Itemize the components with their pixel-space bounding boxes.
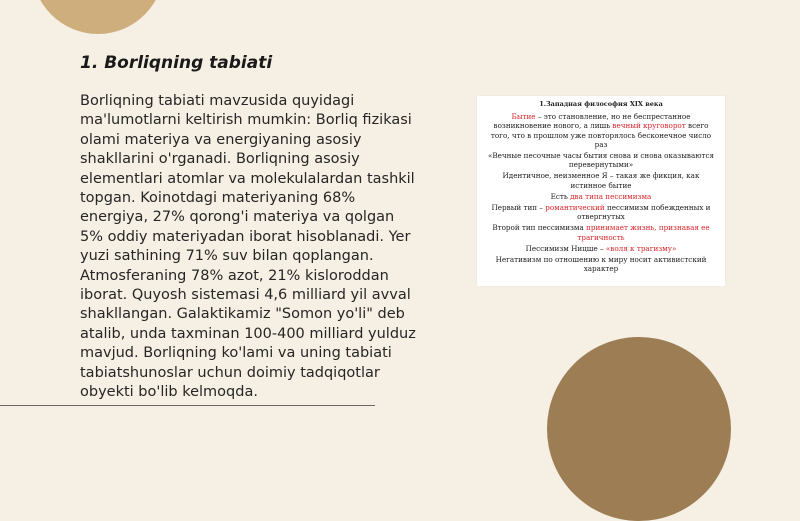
divider-line bbox=[0, 405, 375, 406]
embedded-slide-text-span: Негативизм по отношению к миру носит активистский характер bbox=[495, 255, 707, 274]
embedded-slide-line bbox=[487, 223, 715, 241]
embedded-slide-text-span: «воля к трагизму» bbox=[605, 243, 677, 253]
embedded-slide-text-span: принимает жизнь, признавая ее трагичность bbox=[577, 223, 710, 242]
embedded-slide-text-span: Второй тип пессимизма bbox=[492, 223, 587, 233]
embedded-slide-text-span: романтический bbox=[545, 203, 605, 213]
embedded-slide-text-span: два типа пессимизма bbox=[570, 191, 652, 201]
embedded-slide-text-span: – это становление, но не беспрестанное возникновение нового, а лишь bbox=[493, 112, 691, 131]
embedded-slide-text-span: всего того, что в прошлом уже повторялось бесконечное число раз bbox=[490, 121, 712, 149]
embedded-slide-lines bbox=[487, 112, 715, 273]
embedded-slide-line bbox=[487, 112, 715, 149]
embedded-slide-image bbox=[477, 96, 725, 286]
embedded-slide-text-span: «Вечные песочные часы бытия снова и снова оказываются перевернутыми» bbox=[487, 151, 715, 170]
embedded-slide-text-span: Идентичное, неизменное Я – такая же фикция, как истинное бытие bbox=[502, 171, 700, 190]
embedded-slide-text-span: Первый тип – bbox=[491, 203, 546, 213]
embedded-slide-line bbox=[487, 255, 715, 273]
embedded-slide-line bbox=[487, 192, 715, 201]
embedded-slide-text-span: вечный круговорот bbox=[612, 121, 686, 131]
embedded-slide-line bbox=[487, 203, 715, 221]
embedded-slide-line bbox=[487, 171, 715, 189]
slide-body-text: Borliqning tabiati mavzusida quyidagi ma'lumotlarni keltirish mumkin: Borliq fizikasi olami materiya va energiyaning asosiy shakllarini o'rganadi. Borliqning asosiy elementlari atomlar va molekulalardan tashkil topgan. Koinotdagi materiyaning 68% energiya, 27% qorong'i materiya va qolgan 5% oddiy materiyadan iborat hisoblanadi. Yer yuzi sathining 71% suv bilan qoplangan. Atmosferaning 78% azot, 21% kisloroddan iborat. Quyosh sistemasi 4,6 milliard yil avval shakllangan. Galaktikamiz "Somon yo'li" deb atalib, unda taxminan 100-400 milliard yulduz mavjud. Borliqning ko'lami va uning tabiati tabiatshunoslar uchun doimiy tadqiqotlar obyekti bo'lib kelmoqda. bbox=[80, 93, 416, 401]
embedded-slide-text-span: пессимизм побежденных и отвергнутых bbox=[577, 203, 711, 222]
decorative-circle-bottom bbox=[547, 337, 731, 521]
embedded-slide-text-span: Есть bbox=[550, 191, 571, 201]
embedded-slide-line bbox=[487, 151, 715, 169]
embedded-slide-line bbox=[487, 244, 715, 253]
decorative-circle-top bbox=[32, 0, 164, 34]
embedded-slide-heading: 1.Западная философия XIX века bbox=[539, 100, 663, 108]
slide-title: 1. Borliqning tabiati bbox=[80, 53, 273, 73]
embedded-slide-text-span: Пессимизм Ницше – bbox=[525, 243, 606, 253]
embedded-slide-text-span: Бытие bbox=[511, 112, 536, 122]
